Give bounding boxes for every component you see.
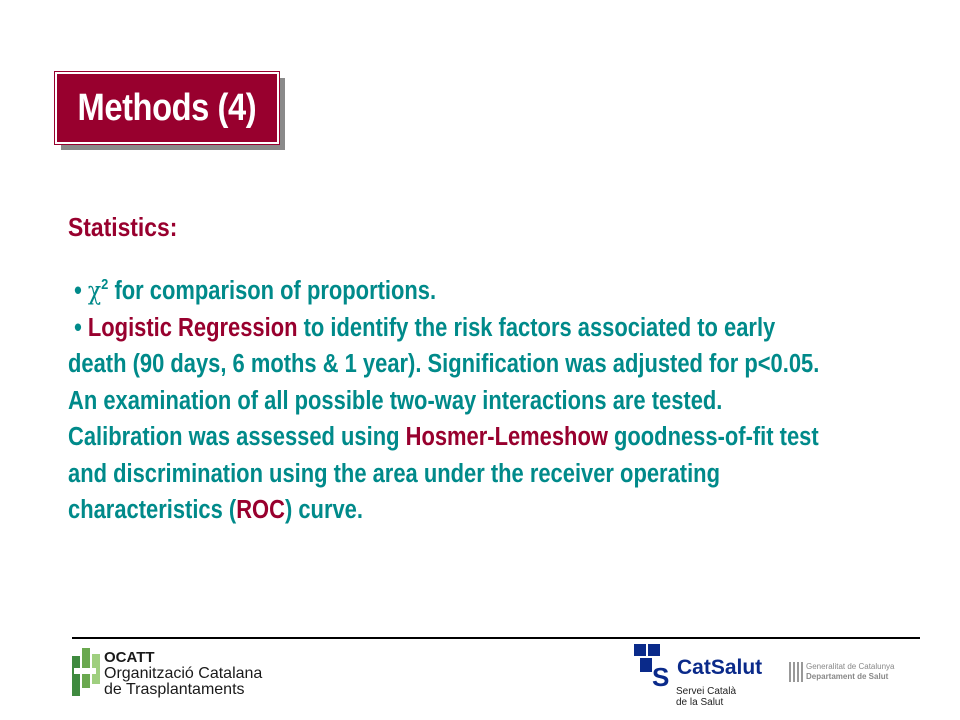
ocatt-logo-icon xyxy=(72,648,100,696)
logistic-text-c: ) curve. xyxy=(284,496,363,524)
bullet-marker: • xyxy=(74,277,82,305)
catsalut-line2: de la Salut xyxy=(676,697,724,708)
catsalut-logo-icon xyxy=(632,644,676,688)
ocatt-wordmark xyxy=(104,650,262,698)
ocatt-name: OCATT xyxy=(104,649,155,666)
slide-body xyxy=(68,273,825,529)
bullet-marker: • xyxy=(74,313,82,342)
svg-text:S: S xyxy=(652,662,670,688)
statistics-heading: Statistics: xyxy=(68,212,178,242)
footer-divider xyxy=(72,637,920,639)
generalitat-line1: Generalitat de Catalunya xyxy=(806,662,895,671)
generalitat-bars-icon xyxy=(789,662,803,682)
term-roc: ROC xyxy=(236,496,285,524)
slide-title: Methods (4) xyxy=(77,86,257,129)
catsalut-subtitle xyxy=(676,686,736,708)
chi-symbol: χ xyxy=(87,276,102,306)
bullet-logistic-regression xyxy=(68,310,825,529)
ocatt-line2: de Trasplantaments xyxy=(104,681,245,698)
logistic-text-b: goodness-of-fit test and discrimination using the area under the receiver operating characteristics ( xyxy=(68,423,819,524)
term-logistic-regression: Logistic Regression xyxy=(87,313,298,342)
bullet-chi-square xyxy=(68,273,825,310)
chi-square-text: for comparison of proportions. xyxy=(108,277,437,305)
ocatt-line1: Organització Catalana xyxy=(104,665,263,682)
generalitat-line2: Departament de Salut xyxy=(806,672,889,681)
generalitat-text xyxy=(806,662,895,682)
title-box xyxy=(55,72,279,144)
logistic-text-a: to identify the risk factors associated to early death (90 days, 6 moths & 1 year). Signification was adjusted for p<0.05. An examination of all possible two-way interactions are tested. Calibration was assessed using xyxy=(68,313,820,451)
chi-superscript: 2 xyxy=(101,276,109,293)
catsalut-line1: Servei Català xyxy=(676,686,737,697)
catsalut-name: CatSalut xyxy=(677,656,763,679)
term-hosmer-lemeshow: Hosmer-Lemeshow xyxy=(405,423,608,451)
